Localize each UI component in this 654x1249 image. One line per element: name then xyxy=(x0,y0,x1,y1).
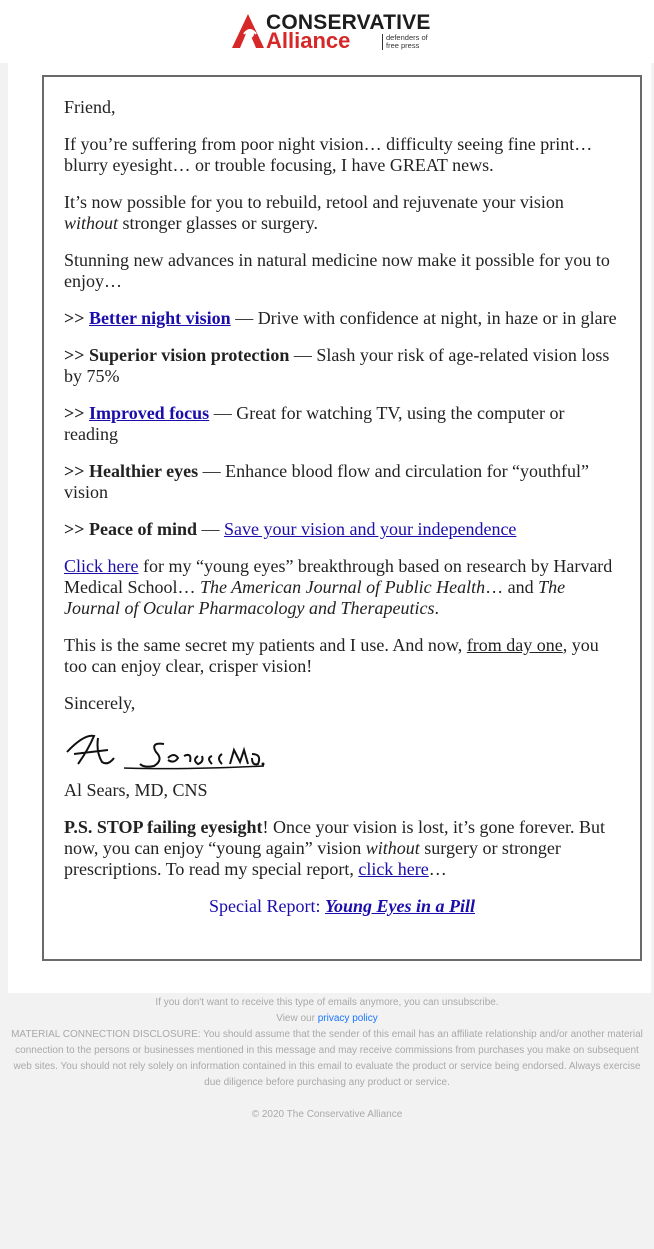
email-header xyxy=(0,0,654,63)
bullet-marker: >> xyxy=(64,308,90,328)
bullet-text: — Enhance blood flow and circulation for “youthful” vision xyxy=(64,461,590,502)
letter-box xyxy=(42,75,642,961)
bullet-text: — Drive with confidence at night, in haze or in glare xyxy=(230,308,617,328)
click-here-link[interactable]: Click here xyxy=(64,556,139,576)
bullet-night-vision xyxy=(64,308,620,329)
paragraph-secret xyxy=(64,635,620,677)
special-report-title[interactable]: Young Eyes in a Pill xyxy=(324,896,475,916)
bullet-title: Healthier eyes xyxy=(89,461,199,481)
privacy-line xyxy=(0,1011,654,1027)
text: … and xyxy=(485,577,539,597)
bullet-focus xyxy=(64,403,620,445)
bullet-text: — xyxy=(197,519,224,539)
journal-name: The American Journal of Public Health xyxy=(199,577,486,597)
text: … xyxy=(428,859,447,879)
bullet-marker: >> xyxy=(64,403,90,423)
bullet-title: Peace of mind xyxy=(89,519,197,539)
emphasis-text: without xyxy=(365,838,420,858)
paragraph-intro: If you’re suffering from poor night vision… difficulty seeing fine print… blurry eyesight… or trouble focusing, I have GREAT news. xyxy=(64,134,593,175)
bullet-title: Superior vision protection xyxy=(89,345,290,365)
logo-wordmark-bottom: Alliance xyxy=(266,28,351,53)
handwritten-signature xyxy=(64,730,274,774)
text: ! Once your vision is lost, it’s gone forever. But now, you can enjoy “young again” vision xyxy=(64,817,606,858)
letter-content xyxy=(64,97,620,933)
bullet-protection xyxy=(64,345,620,387)
text: View our xyxy=(276,1013,318,1024)
better-night-vision-link[interactable]: Better night vision xyxy=(89,308,231,328)
text: . xyxy=(434,598,439,618)
bullet-healthier-eyes xyxy=(64,461,620,503)
journal-name: The Journal of Ocular Pharmacology and Therapeutics xyxy=(64,577,566,618)
text: stronger glasses or surgery. xyxy=(118,213,318,233)
disclosure-text: MATERIAL CONNECTION DISCLOSURE: You should assume that the sender of this email has an affiliate relationship and/or another material connection to the persons or businesses mentioned in this message and may receive commissions from purchases you make on subsequent web sites. You should not rely solely on information contained in this email to evaluate the product or service being endorsed. Always exercise due diligence before purchasing any product or service. xyxy=(11,1029,643,1088)
special-report-label[interactable]: Special Report: xyxy=(208,896,325,916)
text: This is the same secret my patients and I use. And now, xyxy=(64,635,467,655)
logo-tagline: defenders of free press xyxy=(382,34,434,50)
paragraph-rebuild xyxy=(64,192,620,234)
save-your-vision-link[interactable]: Save your vision and your independence xyxy=(224,519,517,539)
bullet-marker: >> xyxy=(64,345,90,365)
postscript xyxy=(64,817,620,880)
closing: Sincerely, xyxy=(64,693,136,713)
text: surgery or stronger prescriptions. To read my special report, xyxy=(64,838,561,879)
signer-name: Al Sears, MD, CNS xyxy=(64,780,208,800)
bullet-text: — Great for watching TV, using the computer or reading xyxy=(64,403,565,444)
ps-click-here-link[interactable]: click here xyxy=(358,859,429,879)
bullet-peace-of-mind xyxy=(64,519,620,540)
conservative-alliance-logo[interactable] xyxy=(230,12,430,52)
text: It’s now possible for you to rebuild, retool and rejuvenate your vision xyxy=(64,192,564,212)
special-report-link[interactable] xyxy=(64,896,620,917)
copyright-text: © 2020 The Conservative Alliance xyxy=(251,1109,403,1120)
ps-heading: P.S. STOP failing eyesight xyxy=(64,817,263,837)
improved-focus-link[interactable]: Improved focus xyxy=(89,403,210,423)
paragraph-research xyxy=(64,556,620,619)
text: , you too can enjoy clear, crisper vision! xyxy=(64,635,599,676)
email-footer xyxy=(0,995,654,1123)
logo-a-mark-icon xyxy=(230,12,270,50)
greeting: Friend, xyxy=(64,97,116,117)
bullet-marker: >> xyxy=(64,461,90,481)
unsubscribe-text[interactable]: If you don't want to receive this type of emails anymore, you can unsubscribe. xyxy=(155,997,499,1008)
emphasis-text: without xyxy=(64,213,119,233)
text: for my “young eyes” breakthrough based on research by Harvard Medical School… xyxy=(64,556,613,597)
privacy-policy-link[interactable]: privacy policy xyxy=(317,1013,378,1024)
paragraph-advances: Stunning new advances in natural medicine now make it possible for you to enjoy… xyxy=(64,250,610,291)
bullet-marker: >> xyxy=(64,519,90,539)
bullet-text: — Slash your risk of age-related vision loss by 75% xyxy=(64,345,610,386)
underlined-text: from day one xyxy=(466,635,563,655)
signature-image xyxy=(64,730,620,774)
logo-wordmark-top: CONSERVATIVE xyxy=(266,11,431,34)
